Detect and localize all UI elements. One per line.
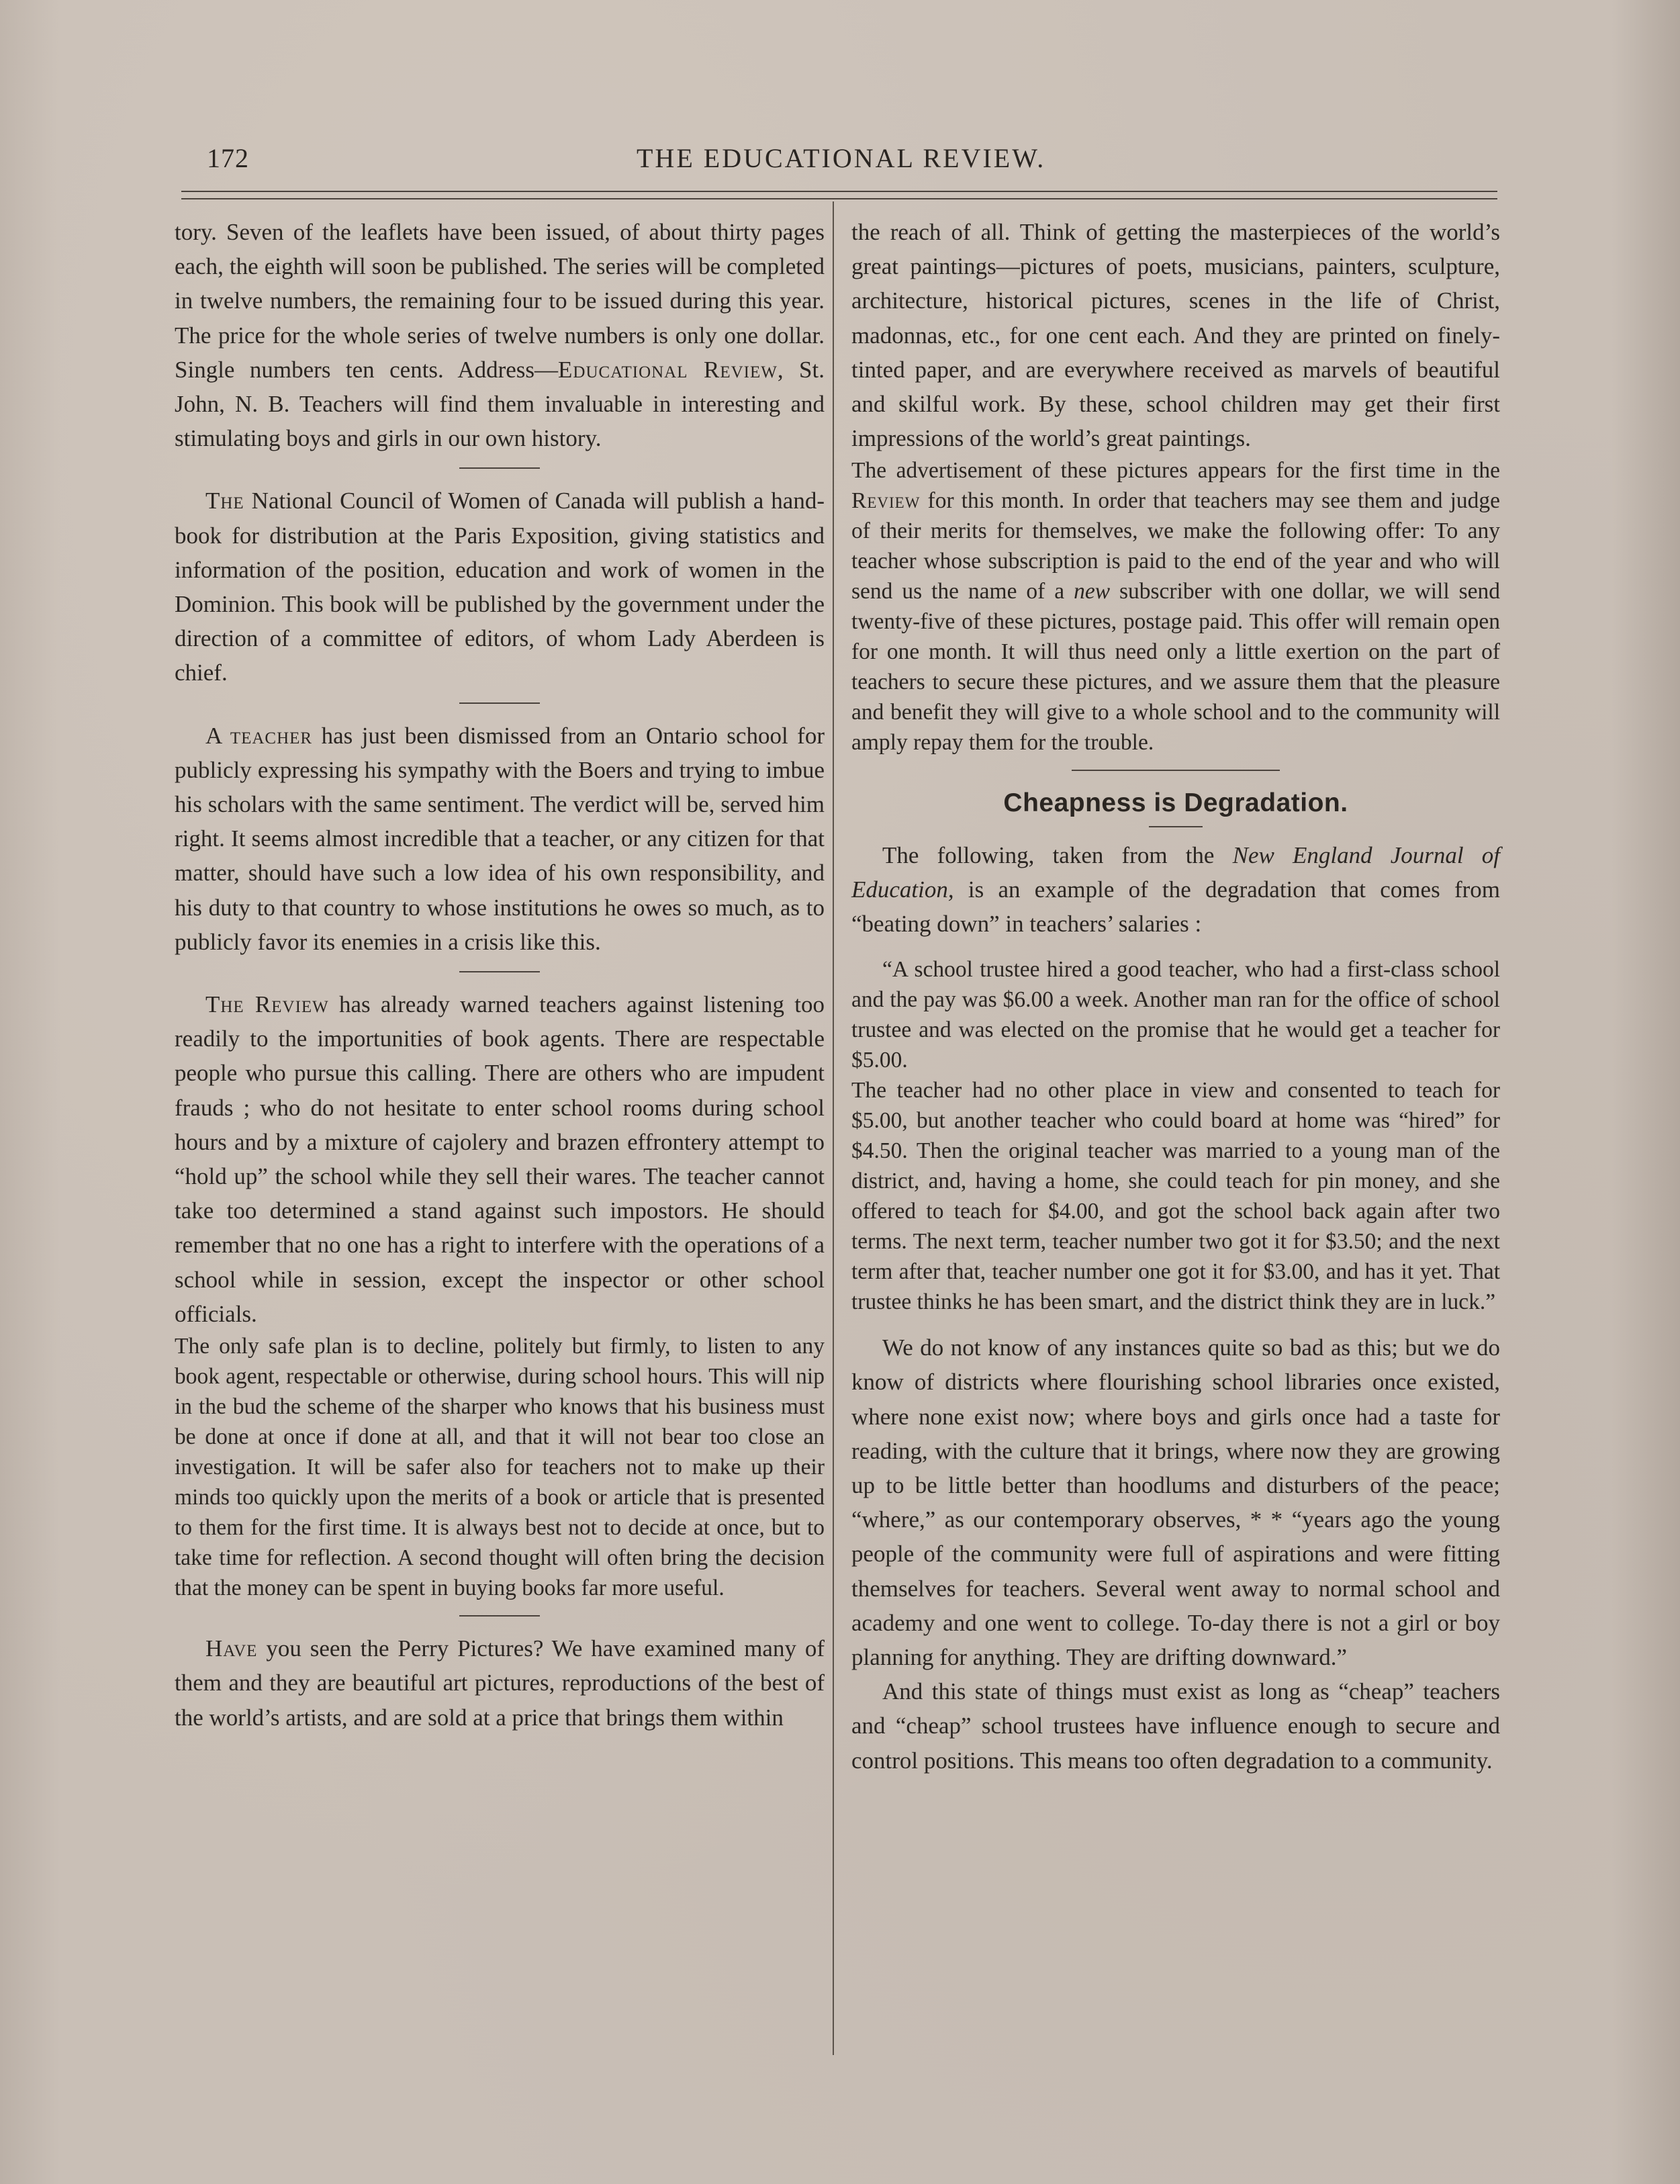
- text-run: The advertisement of these pictures appears for the first time in the: [851, 458, 1500, 484]
- paragraph-national-council: [175, 484, 825, 690]
- section-heading: Cheapness is Degradation.: [1003, 788, 1348, 818]
- left-column: [175, 215, 825, 1735]
- separator-rule: [459, 1615, 540, 1617]
- paragraph-book-agents: [175, 987, 825, 1331]
- paragraph-conclusion: And this state of things must exist as long as “cheap” teachers and “cheap” school trustees have influence enough to secure and control positions. This means too often degradation to a community.: [851, 1678, 1500, 1774]
- small-caps-run: Have: [205, 1635, 258, 1662]
- journal-title: THE EDUCATIONAL REVIEW.: [637, 143, 1046, 173]
- paragraph-leaflets: [175, 215, 825, 455]
- small-caps-run: Review: [851, 488, 921, 514]
- paragraph-perry-offer: [851, 455, 1500, 758]
- paragraph-instances: We do not know of any instances quite so bad as this; but we do know of districts where flourishing school libraries once existed, where none exist now; where boys and girls once had a taste for reading, with the culture that it brings, where now they are growing up to be little better than hoodlums and disturbers of the peace; “where,” as our contemporary observes, * * “years ago the young people of the community were full of aspirations and were fitting themselves for teachers. Several went away to normal school and academy and one went to college. To-day there is not a girl or boy planning for anything. They are drifting downward.”: [851, 1334, 1500, 1671]
- separator-rule: [459, 971, 540, 972]
- text-run: National Council of Women of Canada will publish a hand-book for distribution at the Paris Exposition, giving statistics and information of the position, education and work of women in the Dominion. This book will be published by the government under the direction of a committee of editors, of whom Lady Aberdeen is chief.: [175, 488, 825, 686]
- paragraph-teacher-dismissed: [175, 719, 825, 959]
- separator-rule: [1072, 770, 1280, 771]
- paragraph-perry-pictures: [175, 1631, 825, 1735]
- text-run: is an example of the degradation that comes from “beating down” in teachers’ salaries :: [851, 876, 1500, 938]
- small-caps-run: The Review: [205, 991, 329, 1018]
- spacer: [851, 941, 1500, 954]
- italic-run: new: [1074, 579, 1111, 604]
- paragraph-book-agents-cont: The only safe plan is to decline, politely but firmly, to listen to any book agent, respectable or otherwise, during school hours. This will nip in the bud the scheme of the sharper who knows that his business must be done at once if done at all, and that it will not bear too close an investigation. It will be safer also for teachers not to make up their minds too quickly upon the merits of a book or article that is presented to them for the first time. It is always best not to decide at once, but to take time for reflection. A second thought will often bring the decision that the money can be spent in buying books far more useful.: [175, 1334, 825, 1601]
- text-run: subscriber with one dollar, we will send twenty-five of these pictures, postage paid. This offer will remain open for one month. It will thus need only a little exertion on the part of teachers to secure these pictures, and we assure them that the pleasure and benefit they will give to a whole school and to the community will amply repay them for the trouble.: [851, 579, 1500, 756]
- text-run: The following, taken from the: [882, 841, 1233, 868]
- paragraph-trustee-quote-cont: The teacher had no other place in view and consented to teach for $5.00, but another teacher who could board at home was “hired” for $4.50. Then the original teacher was married to a young man of the district, and, having a home, she could teach for pin money, and she offered to teach for $4.00, and got the school back again after two terms. The next term, teacher number two got it for $3.50; and the next term after that, teacher number one got it for $3.00, and has it yet. That trustee thinks he has been smart, and the district think they are in luck.”: [851, 1078, 1500, 1315]
- italic-run: New England Journal of Education,: [851, 841, 1500, 903]
- right-column: [851, 215, 1500, 1778]
- small-caps-run: teacher: [230, 722, 313, 749]
- spacer: [851, 1317, 1500, 1330]
- page-number: 172: [207, 143, 249, 173]
- text-run: St. John, N. B. Teachers will find them invaluable in interesting and stimulating boys and girls in our own history.: [175, 356, 825, 452]
- separator-rule: [459, 702, 540, 704]
- text-run: you seen the Perry Pictures? We have examined many of them and they are beautiful art pictures, reproductions of the best of the world’s artists, and are sold at a price that brings them within: [175, 1635, 825, 1731]
- small-caps-run: The: [205, 488, 244, 514]
- paragraph-perry-pictures-cont: the reach of all. Think of getting the masterpieces of the world’s great paintings—pictures of poets, musicians, painters, sculpture, architecture, historical pictures, scenes in the life of Christ, madonnas, etc., for one cent each. And they are printed on finely-tinted paper, and are everywhere received as marvels of beautiful and skilful work. By these, school children may get their first impressions of the world’s great paintings.: [851, 219, 1500, 452]
- small-caps-run: Educational Review,: [558, 356, 784, 383]
- text-run: tory. Seven of the leaflets have been issued, of about thirty pages each, the eighth will soon be published. The series will be completed in twelve numbers, the remaining four to be issued during this year. The price for the whole series of twelve numbers is only one dollar. Single numbers ten cents. Address—: [175, 219, 825, 383]
- header-rule: [181, 191, 1497, 199]
- text-run: for this month. In order that teachers may see them and judge of their merits for themselves, we make the following offer: To any teacher whose subscription is paid to the end of the year and who will send us the name of a: [851, 488, 1500, 604]
- text-run: has already warned teachers against listening too readily to the importunities of book agents. There are respectable people who pursue this calling. There are others who are impudent frauds ; who do not hesitate to enter school rooms during school hours and by a mixture of cajolery and brazen effrontery attempt to “hold up” the school while they sell their wares. The teacher cannot take too determined a stand against such impostors. He should remember that no one has a right to interfere with the operations of a school while in session, except the inspector or other school officials.: [175, 991, 825, 1327]
- paragraph-trustee-quote: “A school trustee hired a good teacher, who had a first-class school and the pay was $6.00 a week. Another man ran for the office of school trustee and was elected on the promise that he would get a teacher for $5.00.: [851, 957, 1500, 1073]
- paragraph-following: [851, 838, 1500, 942]
- page-header: [201, 142, 1497, 183]
- separator-rule: [459, 467, 540, 469]
- column-divider: [833, 201, 834, 2055]
- text-run: has just been dismissed from an Ontario school for publicly expressing his sympathy with the Boers and trying to imbue his scholars with the same sentiment. The verdict will be, served him right. It seems almost incredible that a teacher, or any citizen for that matter, should have such a low idea of his own responsibility, and his duty to that country to whose institutions he owes so much, as to publicly favor its enemies in a crisis like this.: [175, 722, 825, 955]
- text-run: A: [205, 722, 230, 749]
- separator-rule: [1149, 826, 1203, 827]
